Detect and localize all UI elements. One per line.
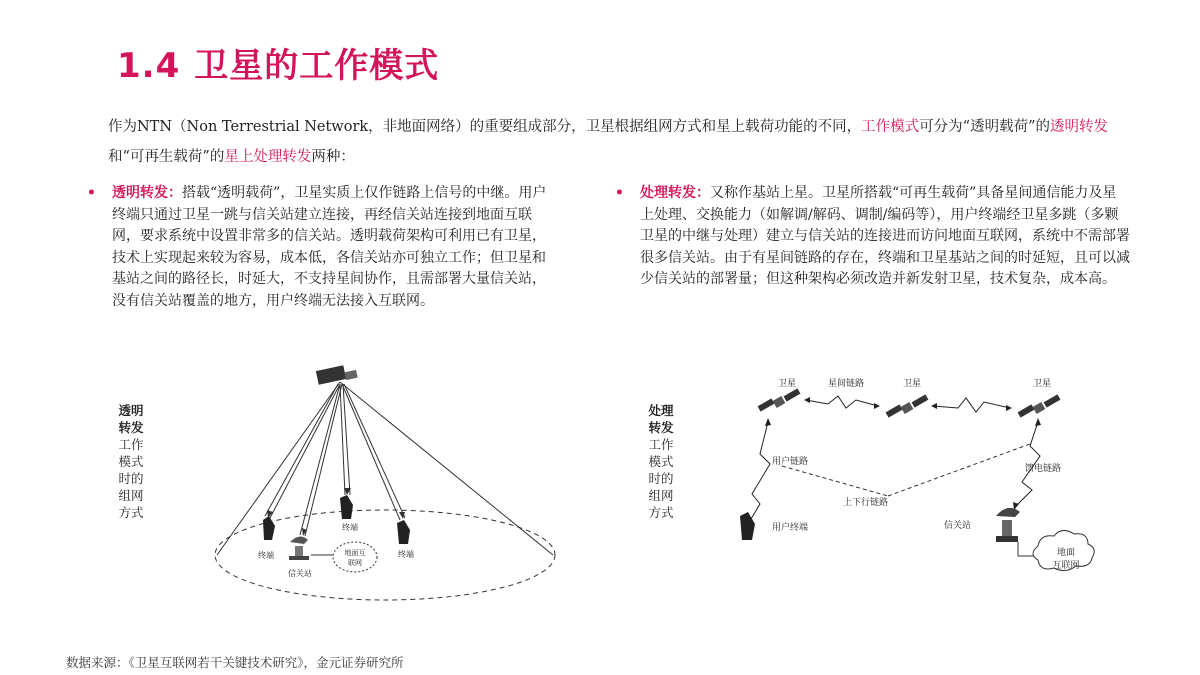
caption-text: 工作 — [648, 437, 674, 452]
internet-label: 互联网 — [1052, 561, 1080, 571]
satellite-icon — [886, 394, 929, 417]
caption-bold: 转发 — [648, 420, 674, 435]
gateway-icon — [996, 508, 1020, 542]
caption-text: 组网 — [648, 488, 674, 503]
user-link-label: 用户链路 — [772, 457, 809, 467]
bullet-heading: 透明转发： — [112, 185, 182, 201]
internet-cloud-icon — [333, 542, 377, 572]
terminal-label: 终端 — [398, 550, 414, 559]
user-link — [748, 422, 770, 524]
terminal-icon — [263, 516, 275, 540]
gateway-icon — [289, 536, 309, 560]
caption-transparent-mode — [118, 402, 144, 521]
caption-text: 时的 — [648, 471, 674, 486]
bullet-body: 搭载“透明载荷”，卫星实质上仅作链路上信号的中继。用户终端只通过卫星一跳与信关站建立连接，再经信关站连接到地面互联网，要求系统中设置非常多的信关站。透明载荷架构可利用已有卫星，技术上实现起来较为容易，成本低，各信关站亦可独立工作；但卫星和基站之间的路径长，时延大，不支持星间协作，且需部署大量信关站，没有信关站覆盖的地方，用户终端无法接入互联网。 — [112, 185, 547, 309]
bullet-transparent-forwarding — [87, 183, 552, 313]
feeder-link-arrow — [1035, 418, 1041, 426]
terminal-icon — [340, 495, 353, 519]
terminal-icon — [397, 520, 410, 544]
caption-bold: 处理 — [648, 403, 674, 418]
satellite-icon — [1018, 394, 1061, 417]
caption-text: 方式 — [648, 505, 674, 520]
intro-text-3: 和“可再生载荷”的 — [108, 149, 225, 165]
beam-arrows — [267, 488, 405, 536]
satellite-label: 卫星 — [903, 379, 922, 389]
caption-bold: 透明 — [118, 403, 144, 418]
gateway-label: 信关站 — [944, 521, 972, 531]
caption-processing-mode — [648, 402, 674, 521]
internet-label: 地面 — [1056, 548, 1076, 558]
updown-link-label: 上下行链路 — [843, 498, 889, 508]
source-footer: 数据来源：《卫星互联网若干关键技术研究》，金元证券研究所 — [66, 655, 404, 670]
intro-highlight-transparent: 透明转发 — [1050, 119, 1108, 135]
caption-bold: 转发 — [118, 420, 144, 435]
internet-label: 联网 — [348, 559, 362, 567]
section-number: 1.4 — [117, 46, 181, 86]
bullet-body: 又称作基站上星。卫星所搭载“可再生载荷”具备星间通信能力及星上处理、交换能力（如解调/解码、调制/编码等），用户终端经卫星多跳（多颗卫星的中继与处理）建立与信关站的连接进而访问地面互联网，系统中不需部署很多信关站。由于有星间链路的存在，终端和卫星基站之间的时延短，且可以减少信关站的部署量；但这种架构必须改造并新发射卫星，技术复杂，成本高。 — [640, 185, 1130, 288]
intro-text-4: 两种： — [311, 149, 355, 165]
intro-text-2: 可分为“透明载荷”的 — [919, 119, 1050, 135]
coverage-edge — [340, 382, 553, 555]
feeder-link-label: 馈电链路 — [1025, 464, 1062, 474]
caption-text: 时的 — [118, 471, 144, 486]
intro-highlight-onboard: 星上处理转发 — [224, 149, 312, 165]
bullet-processing-forwarding — [615, 183, 1130, 291]
isl-label: 星间链路 — [828, 379, 865, 389]
processing-forwarding-diagram — [738, 374, 1108, 579]
bullet-dot: • — [615, 185, 624, 201]
internet-label: 地面互 — [344, 549, 366, 557]
user-terminal-label: 用户终端 — [772, 523, 809, 533]
bullet-dot: • — [87, 185, 96, 201]
beam-lines — [265, 384, 405, 536]
satellite-icon — [758, 388, 801, 411]
caption-text: 模式 — [118, 454, 144, 469]
intro-highlight-work-mode: 工作模式 — [861, 119, 920, 135]
bullet-heading: 处理转发： — [640, 185, 710, 201]
gateway-label: 信关站 — [288, 569, 312, 578]
terminal-label: 终端 — [258, 551, 274, 560]
intro-text-1: 作为NTN（Non Terrestrial Network，非地面网络）的重要组成部分，卫星根据组网方式和星上载荷功能的不同， — [108, 119, 862, 135]
up-down-link — [782, 444, 1030, 496]
section-title: 卫星的工作模式 — [194, 46, 440, 86]
user-link-arrow — [765, 418, 771, 426]
transparent-forwarding-diagram — [205, 360, 575, 605]
caption-text: 组网 — [118, 488, 144, 503]
page-title — [117, 38, 439, 87]
caption-text: 模式 — [648, 454, 674, 469]
terminal-label: 终端 — [342, 523, 358, 532]
satellite-label: 卫星 — [778, 379, 797, 389]
satellite-label: 卫星 — [1033, 379, 1052, 389]
caption-text: 方式 — [118, 505, 144, 520]
satellite-icon — [316, 365, 358, 385]
caption-text: 工作 — [118, 437, 144, 452]
intro-paragraph — [108, 112, 1118, 172]
